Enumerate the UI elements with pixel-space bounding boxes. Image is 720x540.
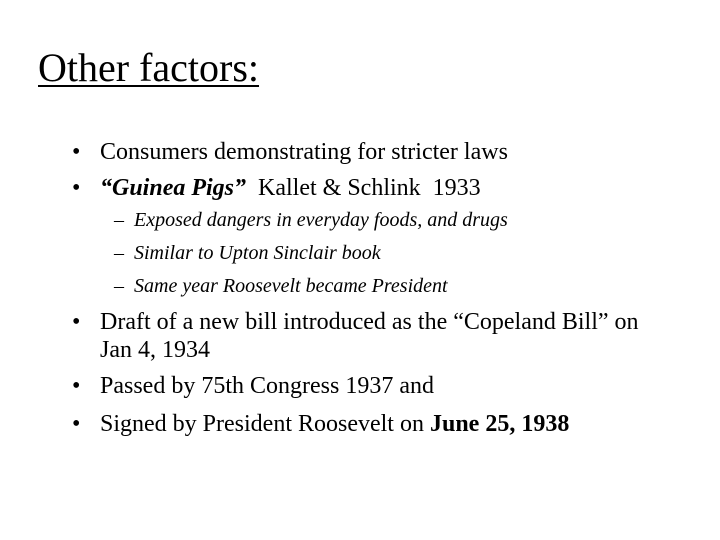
sub-bullet-marker: –: [114, 242, 124, 264]
bullet-item: [72, 308, 662, 364]
bullet-item: [72, 138, 662, 166]
bullet-text: [100, 410, 662, 438]
sub-bullet-marker: –: [114, 209, 124, 231]
slide-title: Other factors:: [38, 45, 260, 90]
sub-bullet-item: [114, 241, 674, 265]
sub-bullet-text: Same year Roosevelt became President: [134, 275, 448, 297]
bullet-marker: •: [72, 139, 81, 165]
bullet-text-lead: Signed by President Roosevelt on: [100, 411, 430, 437]
bullet-marker: •: [72, 373, 81, 399]
bullet-marker: •: [72, 411, 81, 437]
sub-bullet-marker: –: [114, 275, 124, 297]
bullet-item: [72, 372, 662, 400]
bullet-marker: •: [72, 309, 81, 335]
bullet-emphasis: “Guinea Pigs”: [100, 175, 247, 201]
bullet-item: [72, 174, 662, 202]
sub-bullet-text: Exposed dangers in everyday foods, and drugs: [134, 209, 508, 231]
bullet-text: Passed by 75th Congress 1937 and: [100, 373, 434, 399]
bullet-text: [100, 174, 662, 202]
bullet-text: Consumers demonstrating for stricter laws: [100, 139, 508, 165]
sub-bullet-item: [114, 274, 674, 298]
bullet-item: [72, 410, 662, 438]
sub-bullet-item: [114, 208, 674, 232]
bullet-text-rest: Kallet & Schlink 1933: [246, 175, 481, 201]
bullet-emphasis: June 25, 1938: [429, 411, 570, 437]
bullet-text: Draft of a new bill introduced as the “Copeland Bill” on Jan 4, 1934: [100, 309, 639, 363]
sub-bullet-text: Similar to Upton Sinclair book: [134, 242, 381, 264]
bullet-marker: •: [72, 175, 81, 201]
